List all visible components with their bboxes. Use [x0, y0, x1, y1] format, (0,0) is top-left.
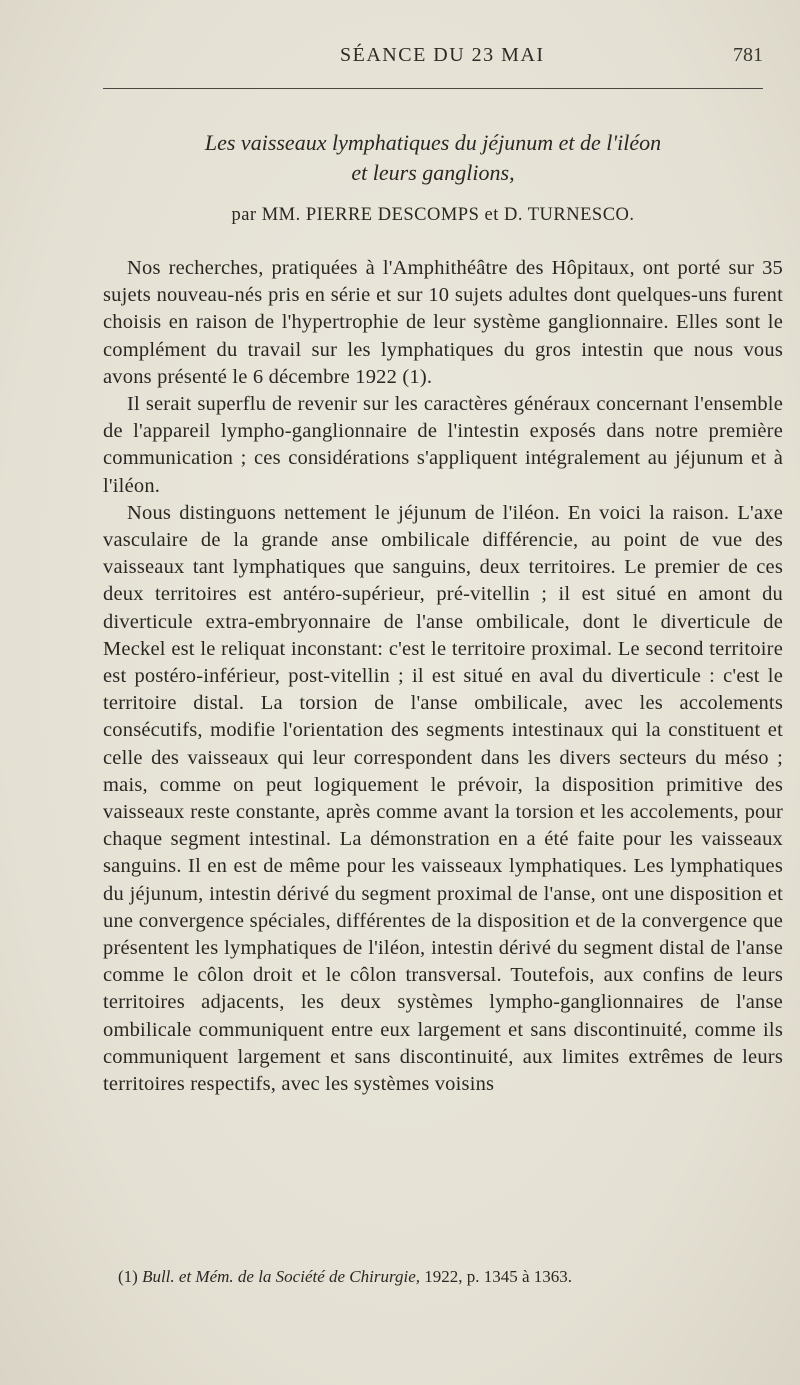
article-title-line-1: Les vaisseaux lymphatiques du jéjunum et de l'iléon — [204, 130, 662, 155]
article-title — [103, 128, 763, 188]
article-authors: par MM. PIERRE DESCOMPS et D. TURNESCO. — [231, 205, 635, 225]
footnote-marker: (1) — [118, 1267, 138, 1286]
header-rule — [103, 88, 763, 89]
paragraph-3: Nous distinguons nettement le jéjunum de l'iléon. En voici la raison. L'axe vasculaire de la grande anse ombilicale différencie, au point de vue des vaisseaux tant lymphatiques que sanguins, deux territoires. Le premier de ces deux territoires est antéro-supérieur, pré-vitellin ; il est situé en amont du diverticule extra-embryonnaire de l'anse ombilicale, dont le diverticule de Meckel est le reliquat inconstant: c'est le territoire proximal. Le second territoire est postéro-inférieur, post-vitellin ; il est situé en aval du diverticule : c'est le territoire distal. La torsion de l'anse ombilicale, avec les accolements consécutifs, modifie l'orientation des segments intestinaux qui la constituent et celle des vaisseaux qui leur correspondent dans les divers secteurs du méso ; mais, comme on peut logiquement le prévoir, la disposition primitive des vaisseaux reste constante, après comme avant la torsion et les accolements, pour chaque segment intestinal. La démonstration en a été faite pour les vaisseaux sanguins. Il en est de même pour les vaisseaux lymphatiques. Les lymphatiques du jéjunum, intestin dérivé du segment proximal de l'anse, ont une disposition et une convergence spéciales, différentes de la disposition et de la convergence que présentent les lymphatiques de l'iléon, intestin dérivé du segment distal de l'anse comme le côlon droit et le côlon transversal. Toutefois, aux confins de leurs territoires adjacents, les deux systèmes lympho-ganglionnaires de l'anse ombilicale communiquent entre eux largement et sans discontinuité, comme ils communiquent largement et sans discontinuité, aux limites extrêmes de leurs territoires respectifs, avec les systèmes voisins — [103, 501, 783, 1096]
article-body — [103, 255, 783, 1098]
page-number: 781 — [733, 44, 763, 66]
footnote-details: 1922, p. 1345 à 1363. — [424, 1267, 573, 1286]
paragraph-2: Il serait superflu de revenir sur les caractères généraux concernant l'ensemble de l'appareil lympho-ganglionnaire de l'intestin exposés dans notre première communication ; ces considérations s'appliquent intégralement au jéjunum et à l'iléon. — [103, 393, 783, 497]
article-title-line-2: et leurs ganglions, — [351, 160, 515, 185]
header-title: SÉANCE DU 23 MAI — [340, 44, 545, 66]
paragraph-1: Nos recherches, pratiquées à l'Amphithéâtre des Hôpitaux, ont porté sur 35 sujets nouveau-nés pris en série et sur 10 sujets adultes dont quelques-uns furent choisis en raison de l'hypertrophie de leur système ganglionnaire. Elles sont le complément du travail sur les lymphatiques du gros intestin que nous vous avons présenté le 6 décembre 1922 (1). — [103, 257, 783, 388]
footnote — [118, 1267, 768, 1287]
footnote-source: Bull. et Mém. de la Société de Chirurgie, — [142, 1267, 420, 1286]
running-header — [103, 44, 763, 74]
